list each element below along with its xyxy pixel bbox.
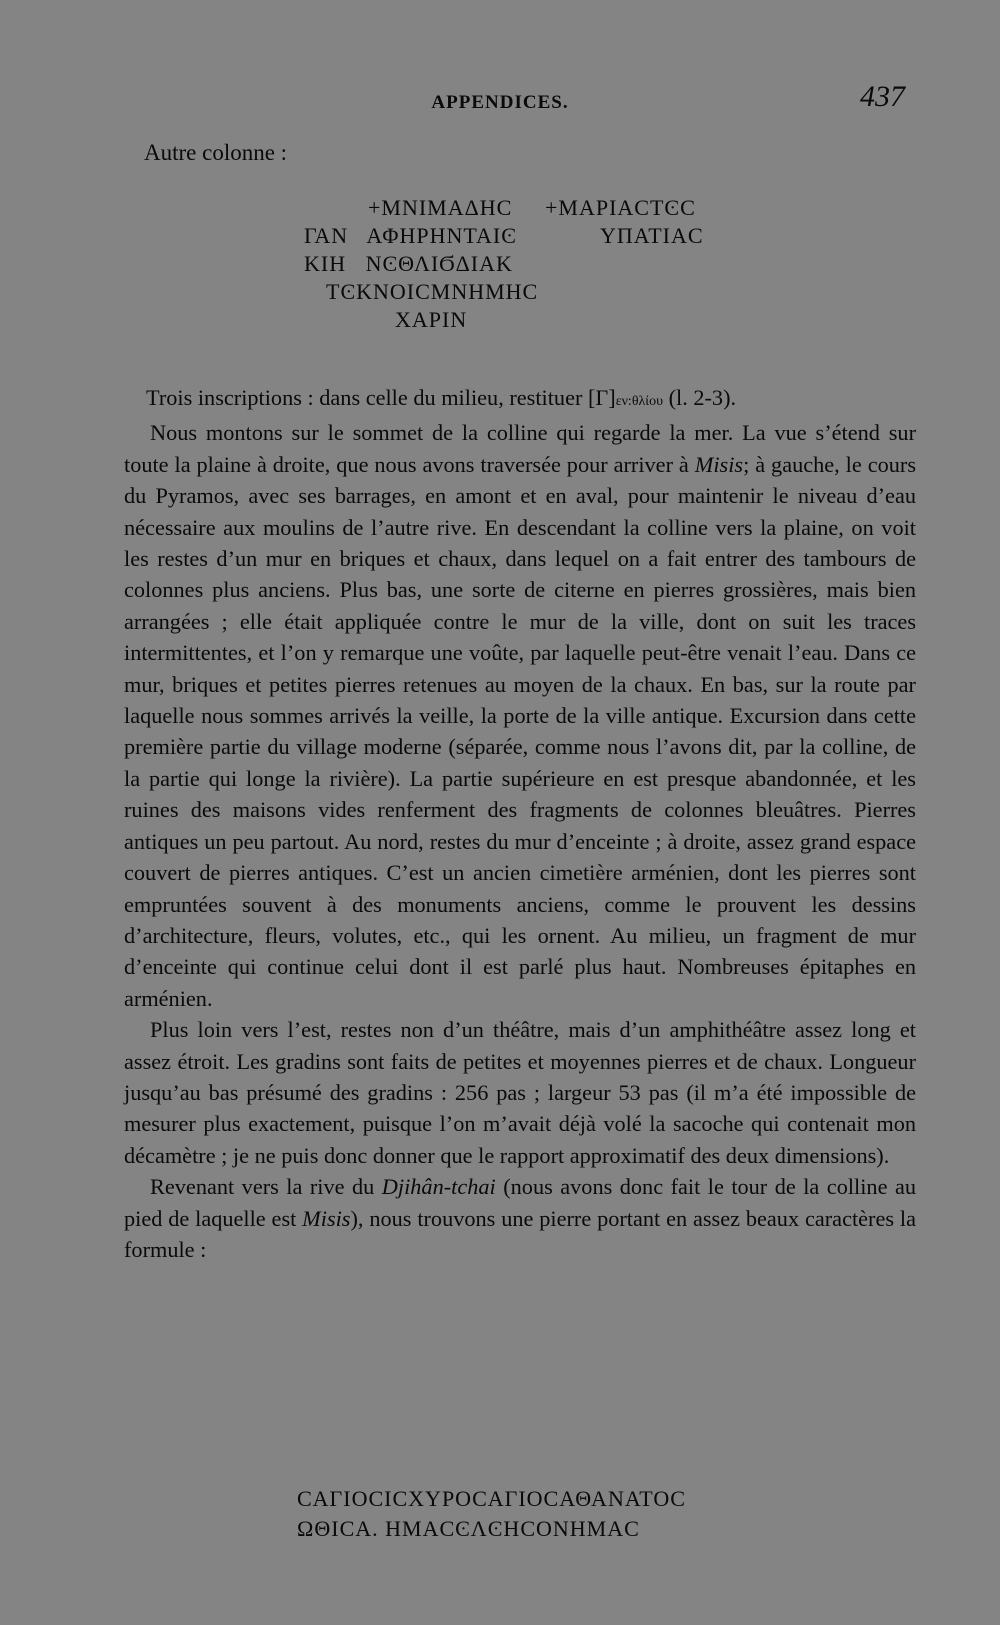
column-label: Autre colonne : [144, 140, 288, 165]
place-name: Misis [694, 451, 744, 477]
inscription-line: ΧΑΡΙΝ [395, 307, 468, 332]
paragraph [124, 1014, 916, 1171]
inscription-line: +ΜΑΡΙΑϹΤϾϹ [545, 195, 696, 220]
greek-inscription [280, 194, 760, 344]
inscription-line: ΓΑΝ ΑΦΗΡΗΝΤΑΙϾ [304, 223, 517, 248]
paragraph [124, 417, 916, 1014]
text-run: ; à gauche, le cours du Pyramos, avec ses barrages, en amont et en aval, pour maintenir le niveau d’eau nécessaire aux moulins de l’autre rive. En descendant la colline vers la plaine, on voit les restes d’un mur en briques et chaux, dans lequel on a fait entrer des tambours de colonnes plus anciens. Plus bas, une sorte de citerne en pierres grossières, mais bien arrangées ; elle était appliquée contre le mur de la ville, dont on suit les traces intermittentes, et l’on y remarque une voûte, par laquelle peut-être venait l’eau. Dans ce mur, briques et petites pierres retenues au moyen de la chaux. En bas, sur la route par laquelle nous sommes arrivés la veille, la porte de la ville antique. Excursion dans cette première partie du village moderne (séparée, comme nous l’avons dit, par la colline, de la partie qui longe la rivière). La partie supérieure en est presque abandonnée, et les ruines des maisons vides renferment des fragments de colonnes bleuâtres. Pierres antiques un peu partout. Au nord, restes du mur d’enceinte ; à droite, assez grand espace couvert de pierres antiques. C’est un ancien cimetière arménien, dont les pierres sont empruntées souvent à des monuments anciens, comme le prouvent les dessins d’architecture, fleurs, volutes, etc., qui les ornent. Au milieu, un fragment de mur d’enceinte qui continue celui dont il est parlé plus haut. Nombreuses épitaphes en arménien. [124, 451, 916, 1011]
formula-line: ΩΘΙϹΑ. ΗΜΑϹϾΛϾΗϹΟΝΗΜΑϹ [297, 1516, 640, 1541]
text-run: Trois inscriptions : dans celle du milieu, restituer [Γ] [146, 385, 616, 410]
greek-formula [297, 1484, 686, 1544]
text-run: Nous montons sur le sommet de la colline qui regarde la mer. La vue s’étend sur toute la plaine à droite, que nous avons traversée pour arriver à [124, 420, 916, 477]
running-head: APPENDICES. [431, 92, 569, 113]
page-number: 437 [860, 80, 905, 113]
greek-restoration: εν:θλίου [615, 394, 664, 409]
text-run: ), nous trouvons une pierre portant en assez beaux caractères la formule : [124, 1205, 916, 1262]
inscription-line: ΤϾΚΝΟΙϹΜΝΗΜΗϹ [326, 279, 539, 304]
body-text [124, 382, 916, 1265]
inscription-line: ΚΙΗ ΝϾΘΛΙϬΔΙΑΚ [304, 251, 513, 276]
paragraph [124, 382, 916, 417]
place-name: Misis [302, 1205, 351, 1231]
text-run: Plus loin vers l’est, restes non d’un théâtre, mais d’un amphithéâtre assez long et assez étroit. Les gradins sont faits de petites et moyennes pierres et de chaux. Longueur jusqu’au bas présumé des gradins : 256 pas ; largeur 53 pas (il m’a été impossible de mesurer plus exactement, puisque l’on m’avait déjà volé la sacoche qui contenait mon décamètre ; je ne puis donc donner que le rapport approximatif des deux dimensions). [124, 1017, 916, 1168]
text-run: (l. 2-3). [663, 385, 737, 410]
inscription-line: ΥΠΑΤΙΑϹ [600, 223, 704, 248]
paragraph [124, 1171, 916, 1265]
text-run: Revenant vers la rive du [150, 1174, 382, 1200]
inscription-line: +ΜΝΙΜΑΔΗϹ [368, 195, 513, 220]
text-run: (nous avons donc fait le tour de la colline au pied de laquelle est [124, 1174, 916, 1231]
place-name: Djihân-tchai [381, 1174, 496, 1200]
formula-line: ϹΑΓΙΟϹΙϹΧΥΡΟϹΑΓΙΟϹΑΘΑΝΑΤΟϹ [297, 1486, 686, 1511]
